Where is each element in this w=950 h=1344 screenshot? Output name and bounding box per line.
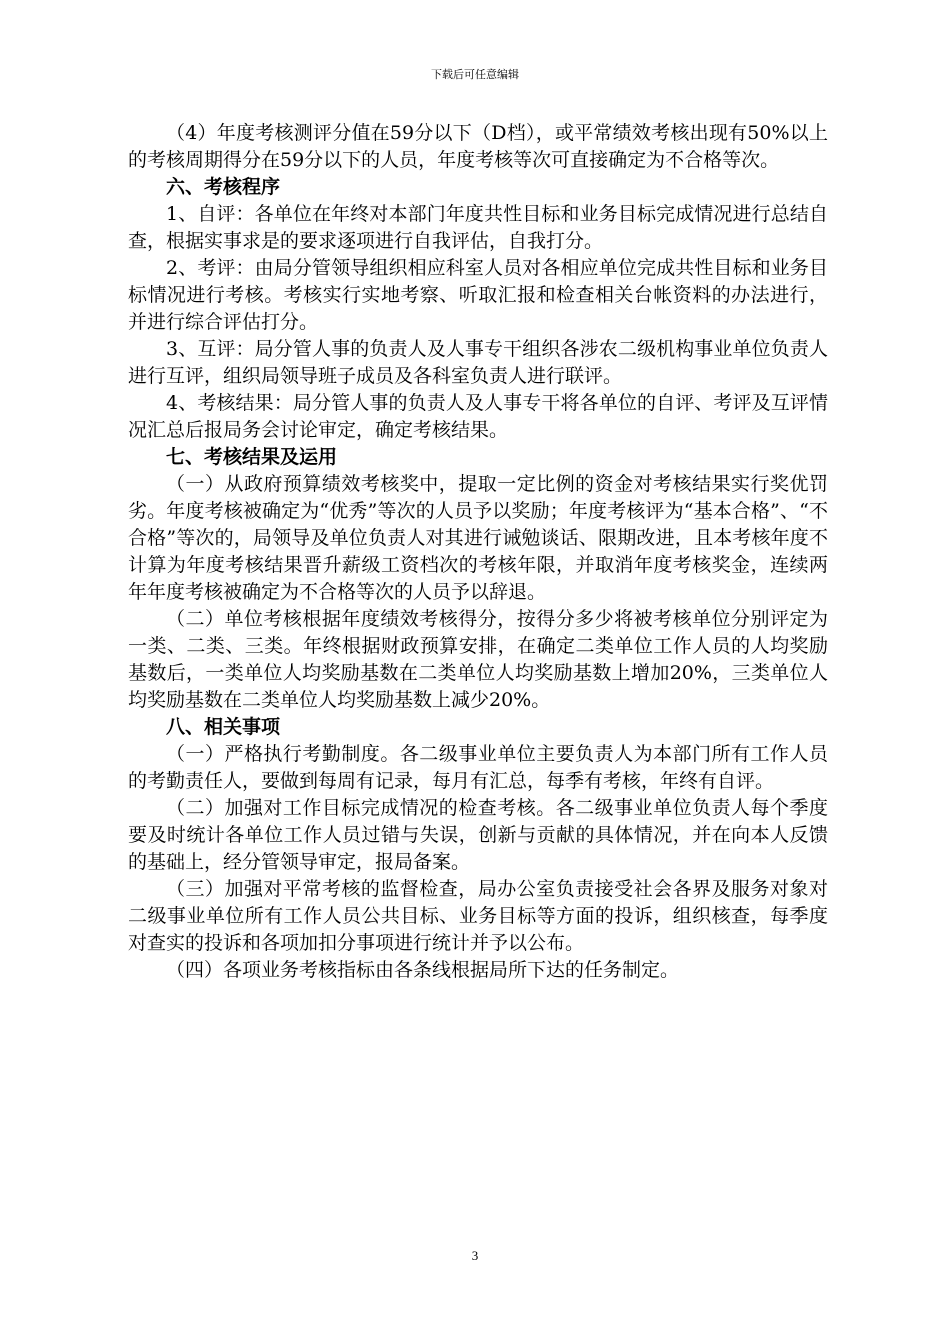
paragraph-mutual-evaluation: 3、互评：局分管人事的负责人及人事专干组织各涉农二级机构事业单位负责人进行互评，组织局领导班子成员及各科室负责人进行联评。 [128, 338, 828, 387]
section-heading-related-matters: 八、相关事项 [166, 716, 281, 738]
paragraph-grade-d: （4）年度考核测评分值在59分以下（D档），或平常绩效考核出现有50%以上的考核周期得分在59分以下的人员，年度考核等次可直接确定为不合格等次。 [128, 122, 828, 171]
page-number: 3 [471, 1248, 479, 1263]
paragraph-evaluation: 2、考评：由局分管领导组织相应科室人员对各相应单位完成共性目标和业务目标情况进行考核。考核实行实地考察、听取汇报和检查相关台帐资料的办法进行，并进行综合评估打分。 [128, 257, 828, 333]
paragraph-assessment-result: 4、考核结果：局分管人事的负责人及人事专干将各单位的自评、考评及互评情况汇总后报局务会讨论审定，确定考核结果。 [128, 392, 828, 441]
paragraph-self-evaluation: 1、自评：各单位在年终对本部门年度共性目标和业务目标完成情况进行总结自查，根据实事求是的要求逐项进行自我评估，自我打分。 [128, 203, 828, 252]
paragraph-indicators: （四）各项业务考核指标由各条线根据局所下达的任务制定。 [166, 959, 680, 981]
paragraph-rewards-penalties: （一）从政府预算绩效考核奖中，提取一定比例的资金对考核结果实行奖优罚劣。年度考核被确定为“优秀”等次的人员予以奖励；年度考核评为“基本合格”、“不合格”等次的，局领导及单位负责人对其进行诫勉谈话、限期改进，且本考核年度不计算为年度考核结果晋升薪级工资档次的考核年限，并取消年度考核奖金，连续两年年度考核被确定为不合格等次的人员予以辞退。 [128, 473, 828, 603]
section-heading-procedure: 六、考核程序 [166, 176, 281, 198]
paragraph-supervision: （三）加强对平常考核的监督检查，局办公室负责接受社会各界及服务对象对二级事业单位所有工作人员公共目标、业务目标等方面的投诉，组织核查，每季度对查实的投诉和各项加扣分事项进行统计并予以公布。 [128, 878, 828, 954]
document-body [128, 120, 828, 984]
section-heading-results: 七、考核结果及运用 [166, 446, 338, 468]
paragraph-unit-classification: （二）单位考核根据年度绩效考核得分，按得分多少将被考核单位分别评定为一类、二类、三类。年终根据财政预算安排，在确定二类单位工作人员的人均奖励基数后，一类单位人均奖励基数在二类单位人均奖励基数上增加20%，三类单位人均奖励基数在二类单位人均奖励基数上减少20%。 [128, 608, 828, 711]
paragraph-attendance: （一）严格执行考勤制度。各二级事业单位主要负责人为本部门所有工作人员的考勤责任人，要做到每周有记录，每月有汇总，每季有考核，年终有自评。 [128, 743, 828, 792]
header-note: 下载后可任意编辑 [431, 68, 519, 81]
paragraph-inspection: （二）加强对工作目标完成情况的检查考核。各二级事业单位负责人每个季度要及时统计各单位工作人员过错与失误，创新与贡献的具体情况，并在向本人反馈的基础上，经分管领导审定，报局备案。 [128, 797, 828, 873]
